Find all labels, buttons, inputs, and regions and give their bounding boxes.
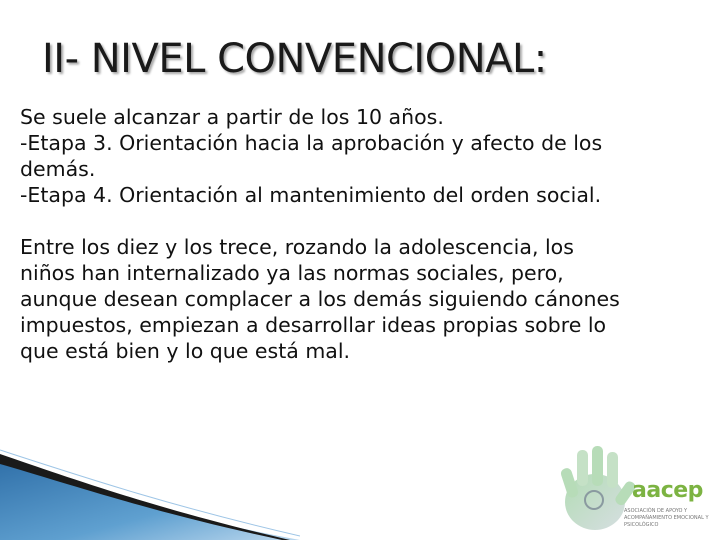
paragraph-line: que está bien y lo que está mal. bbox=[20, 339, 351, 363]
body-line: -Etapa 3. Orientación hacia la aprobación y afecto de los bbox=[20, 131, 603, 155]
slide-title: II- NIVEL CONVENCIONAL: bbox=[42, 36, 547, 82]
paragraph-gap bbox=[20, 208, 710, 234]
body-line: -Etapa 4. Orientación al mantenimiento del orden social. bbox=[20, 183, 602, 207]
body-line: demás. bbox=[20, 157, 96, 181]
paragraph-line: niños han internalizado ya las normas sociales, pero, bbox=[20, 261, 564, 285]
logo-name: aacep bbox=[632, 478, 703, 503]
paragraph-line: aunque desean complacer a los demás siguiendo cánones bbox=[20, 287, 620, 311]
slide-body bbox=[20, 104, 710, 364]
logo-subtitle: ASOCIACIÓN DE APOYO Y ACOMPAÑAMIENTO EMOCIONAL Y PSICOLÓGICO bbox=[624, 508, 709, 528]
paragraph-line: impuestos, empiezan a desarrollar ideas propias sobre lo bbox=[20, 313, 607, 337]
decorative-wave bbox=[0, 440, 300, 540]
body-line: Se suele alcanzar a partir de los 10 años. bbox=[20, 105, 444, 129]
paragraph-line: Entre los diez y los trece, rozando la adolescencia, los bbox=[20, 235, 574, 259]
